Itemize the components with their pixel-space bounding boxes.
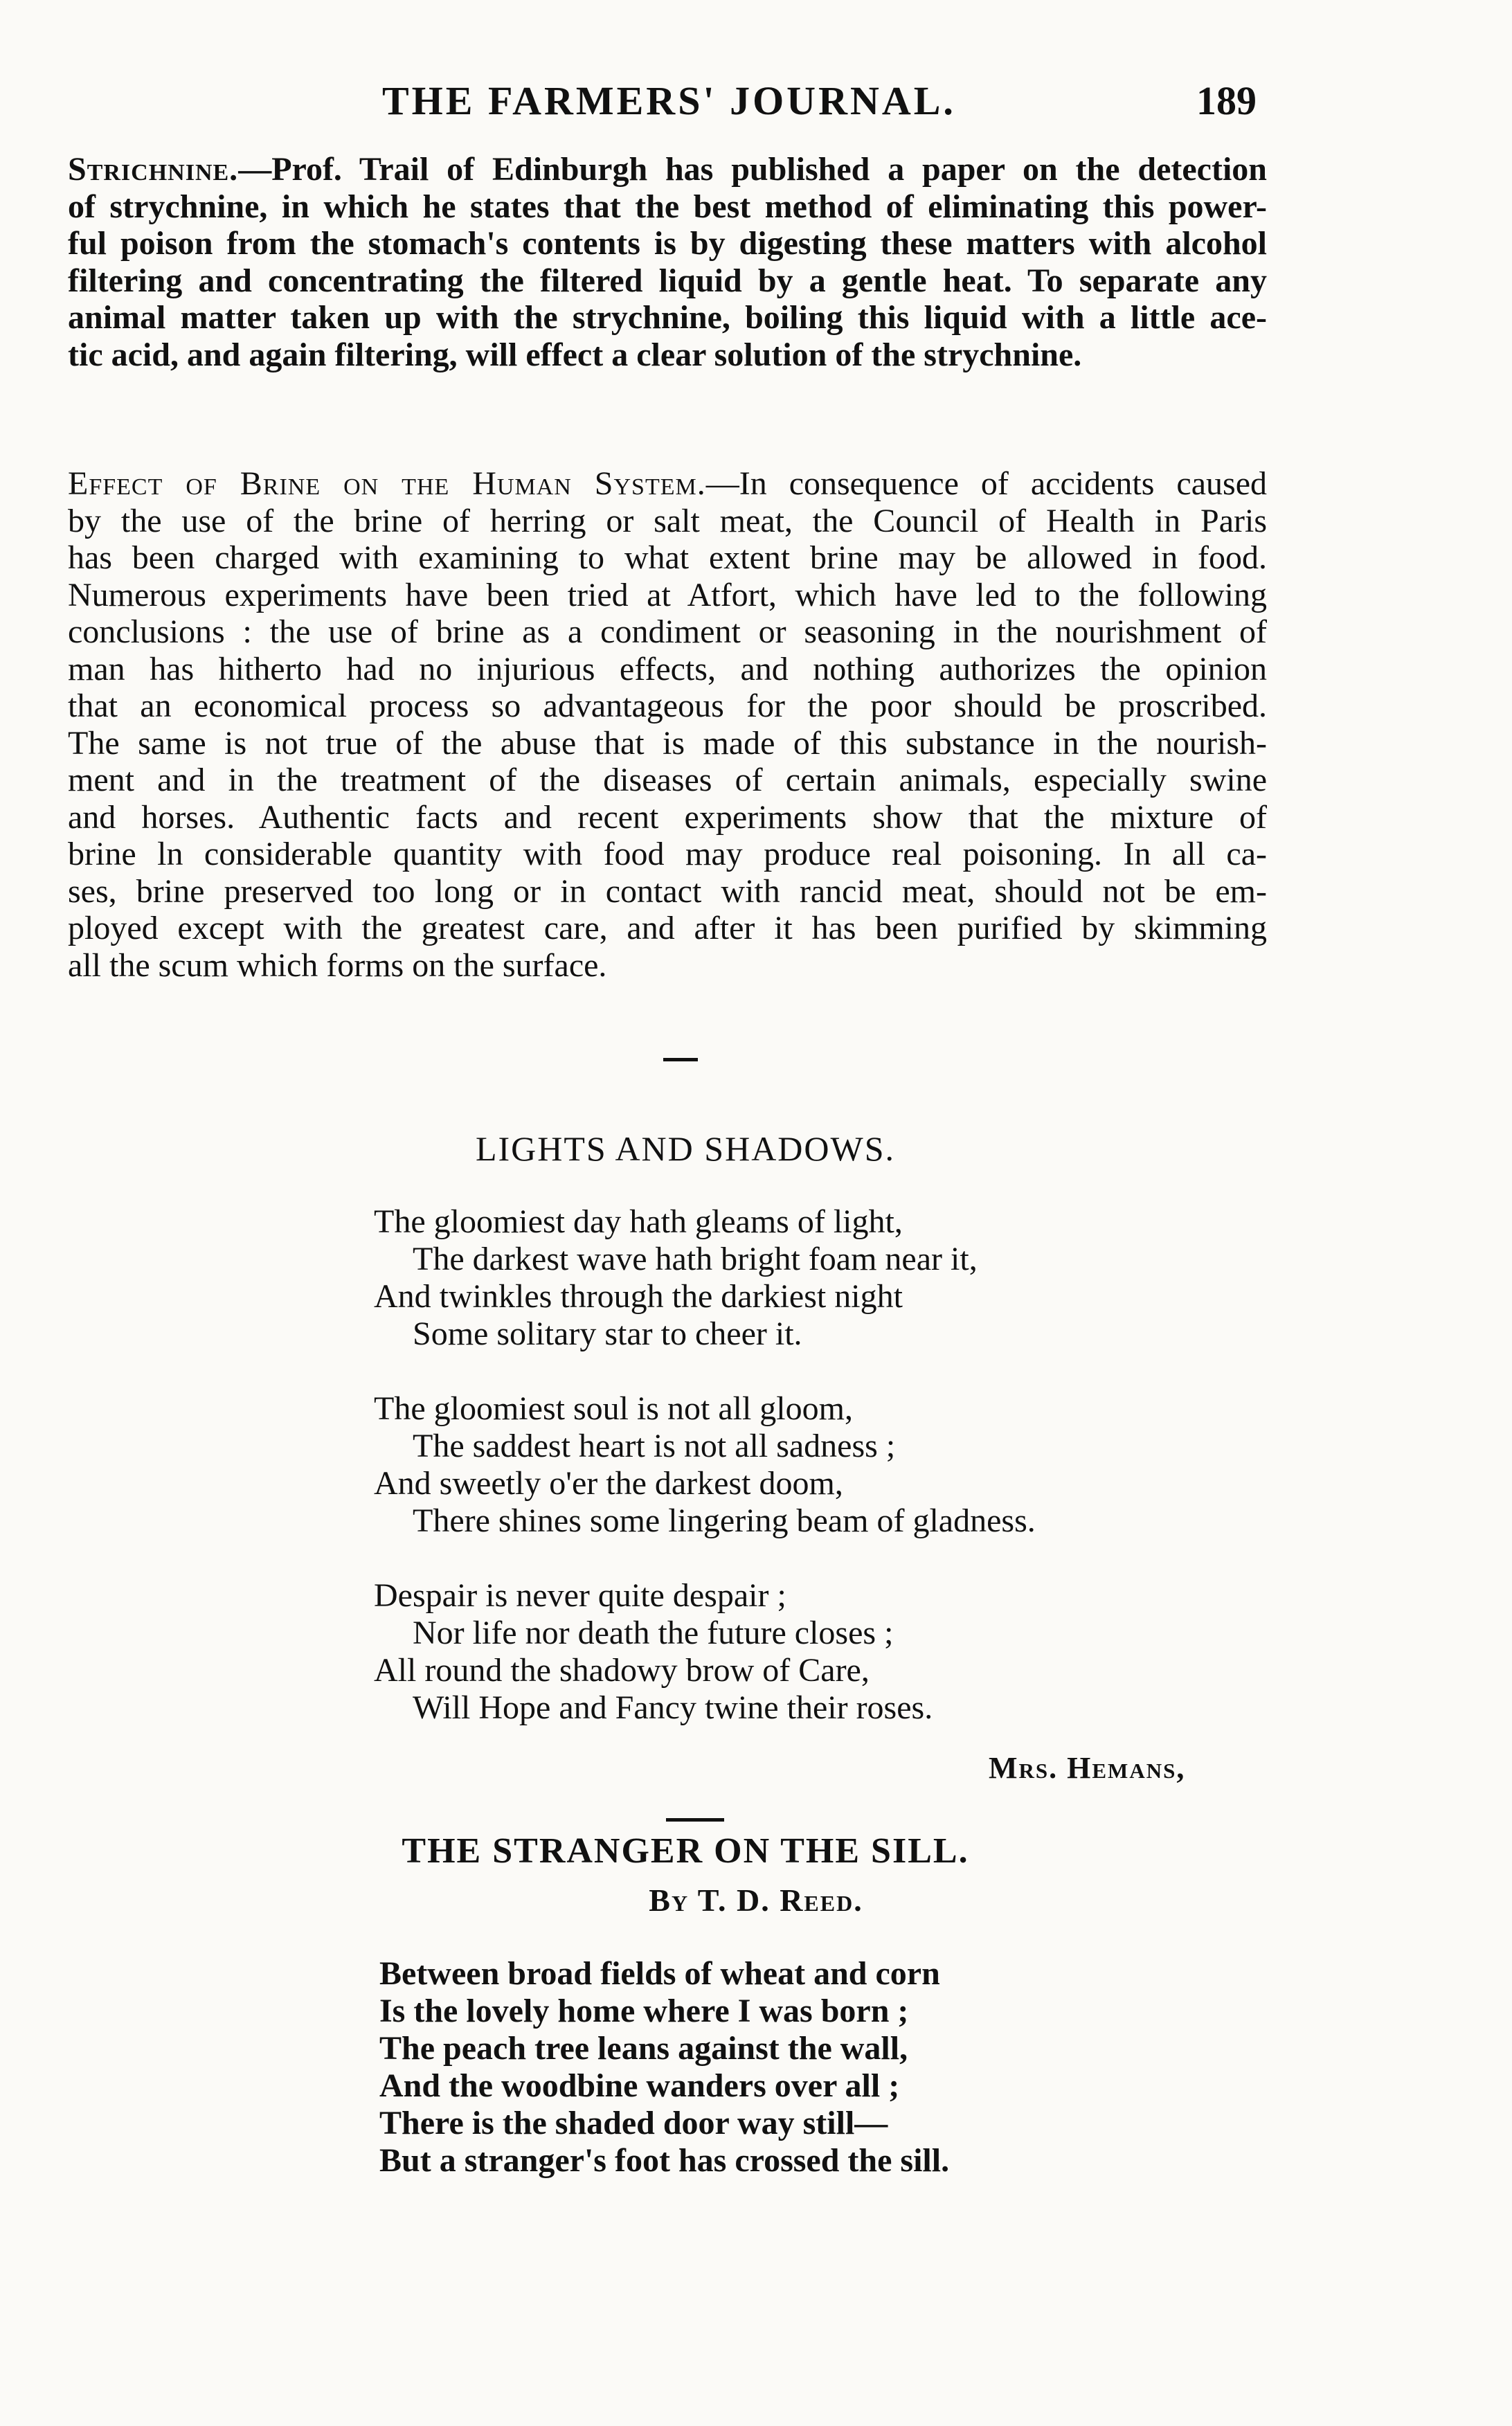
poem-title: LIGHTS AND SHADOWS. [475,1129,896,1168]
paragraph-line: conclusions : the use of brine as a condiment or seasoning in the nourishment of [68,613,1267,650]
paragraph-line: and horses. Authentic facts and recent experiments show that the mixture of [68,798,1267,836]
section-divider [663,1058,698,1061]
paragraph-line: brine ln considerable quantity with food may produce real poisoning. In all ca- [68,836,1267,872]
run-in-heading: Effect of Brine on the Human System. [68,465,706,502]
paragraph-line: by the use of the brine of herring or salt meat, the Council of Health in Paris [68,502,1267,539]
poem-line: The peach tree leans against the wall, [379,2030,908,2067]
paragraph-line: ses, brine preserved too long or in contact with rancid meat, should not be em- [68,872,1267,910]
paragraph-line: man has hitherto had no injurious effects, and nothing authorizes the opinion [68,650,1267,688]
run-in-heading: Strichnine. [68,151,239,188]
brine-paragraph [68,465,1267,984]
poem-line: Will Hope and Fancy twine their roses. [413,1689,933,1726]
poem-byline: By T. D. Reed. [649,1883,863,1918]
paragraph-line: The same is not true of the abuse that is made of this substance in the nourish- [68,724,1267,762]
page-number: 189 [1196,78,1257,123]
poem-author: Mrs. Hemans, [989,1751,1186,1785]
poem-line: And sweetly o'er the darkest doom, [374,1465,843,1502]
paragraph-line: ful poison from the stomach's contents is by digesting these matters with alcohol [68,225,1267,262]
paragraph-line: Effect of Brine on the Human System.—In consequence of accidents caused [68,465,1267,502]
stranger-poem [379,1955,949,2180]
lights-and-shadows-poem [374,1203,1036,1764]
strychnine-paragraph [68,151,1267,373]
poem-line: The saddest heart is not all sadness ; [413,1428,896,1464]
poem-line: Nor life nor death the future closes ; [413,1615,894,1651]
poem-line: Some solitary star to cheer it. [413,1315,802,1352]
poem-line: Between broad fields of wheat and corn [379,1955,940,1992]
poem-line: But a stranger's foot has crossed the sill. [379,2142,950,2179]
poem-title: THE STRANGER ON THE SILL. [402,1831,969,1871]
poem-line: Is the lovely home where I was born ; [379,1993,909,2029]
paragraph-line: Strichnine.—Prof. Trail of Edinburgh has published a paper on the detection [68,151,1267,188]
poem-line: The gloomiest soul is not all gloom, [374,1390,853,1427]
paragraph-line: that an economical process so advantageous for the poor should be proscribed. [68,688,1267,724]
poem-line: Despair is never quite despair ; [374,1577,786,1614]
paragraph-line: ment and in the treatment of the diseases of certain animals, especially swine [68,762,1267,798]
poem-line: All round the shadowy brow of Care, [374,1652,870,1689]
paragraph-line: has been charged with examining to what extent brine may be allowed in food. [68,539,1267,576]
poem-line: The gloomiest day hath gleams of light, [374,1203,903,1240]
page-header [0,78,1512,133]
poem-line: The darkest wave hath bright foam near it, [413,1241,978,1277]
paragraph-line: filtering and concentrating the filtered liquid by a gentle heat. To separate any [68,262,1267,299]
poem-stanza [374,1203,1036,1353]
paragraph-line: ployed except with the greatest care, and after it has been purified by skimming [68,910,1267,946]
poem-stanza [374,1577,1036,1727]
poem-line: There shines some lingering beam of gladness. [413,1502,1036,1539]
poem-line: And twinkles through the darkiest night [374,1278,903,1315]
paragraph-line: tic acid, and again filtering, will effect a clear solution of the strychnine. [68,336,1082,373]
running-title: THE FARMERS' JOURNAL. [382,78,956,123]
paragraph-line: Numerous experiments have been tried at Atfort, which have led to the following [68,576,1267,613]
paragraph-line: of strychnine, in which he states that the best method of eliminating this power- [68,188,1267,225]
paragraph-line: animal matter taken up with the strychnine, boiling this liquid with a little ace- [68,299,1267,336]
section-divider [666,1818,724,1822]
poem-stanza [374,1390,1036,1540]
poem-line: There is the shaded door way still— [379,2105,888,2141]
poem-line: And the woodbine wanders over all ; [379,2067,900,2104]
paragraph-line: all the scum which forms on the surface. [68,946,607,984]
